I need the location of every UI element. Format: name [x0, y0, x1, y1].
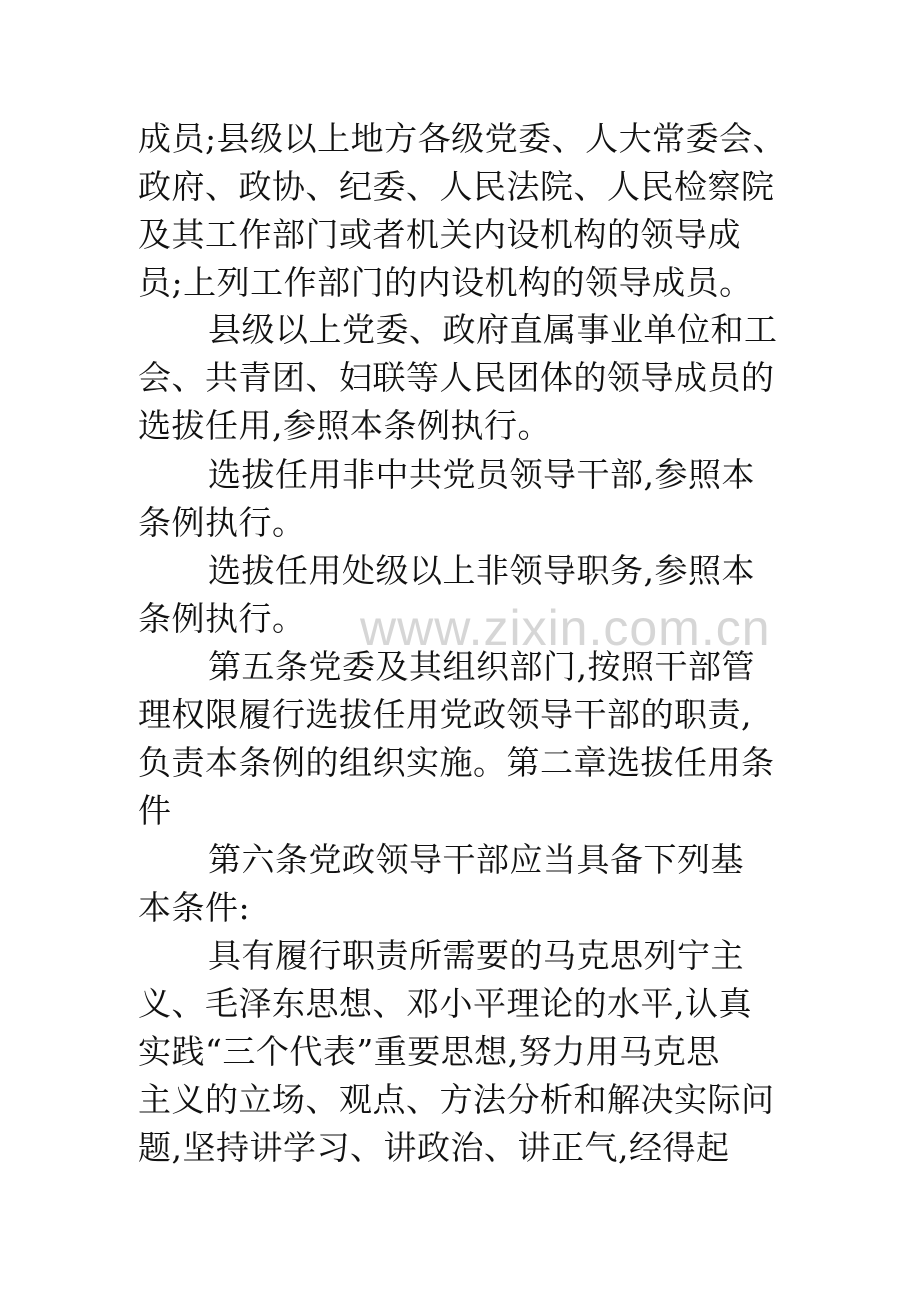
text-line: 负责本条例的组织实施。第二章选拔任用条 — [138, 743, 775, 782]
paragraph-first-line: 第五条党委及其组织部门,按照干部管 — [208, 647, 755, 686]
text-line: 会、共青团、妇联等人民团体的领导成员的 — [138, 358, 775, 397]
text-line: 政府、政协、纪委、人民法院、人民检察院 — [138, 167, 775, 206]
text-line: 实践“三个代表”重要思想,努力用马克思 — [138, 1032, 720, 1071]
text-line: 成员;县级以上地方各级党委、人大常委会、 — [138, 119, 787, 158]
text-line: 条例执行。 — [138, 503, 306, 542]
paragraph-first-line: 选拔任用处级以上非领导职务,参照本 — [208, 551, 755, 590]
text-line: 理权限履行选拔任用党政领导干部的职责, — [138, 695, 752, 734]
text-line: 件 — [138, 791, 172, 830]
text-line: 条例执行。 — [138, 599, 306, 638]
paragraph-first-line: 选拔任用非中共党员领导干部,参照本 — [208, 455, 755, 494]
text-line: 及其工作部门或者机关内设机构的领导成 — [138, 215, 741, 254]
watermark-text: www.zixin.com.cn — [360, 600, 771, 656]
text-line: 本条件: — [138, 888, 251, 927]
paragraph-first-line: 具有履行职责所需要的马克思列宁主 — [208, 936, 744, 975]
text-line: 题,坚持讲学习、讲政治、讲正气,经得起 — [138, 1128, 730, 1167]
paragraph-first-line: 县级以上党委、政府直属事业单位和工 — [208, 310, 778, 349]
text-line: 选拔任用,参照本条例执行。 — [138, 406, 551, 445]
text-line: 员;上列工作部门的内设机构的领导成员。 — [138, 263, 753, 302]
paragraph-first-line: 第六条党政领导干部应当具备下列基 — [208, 840, 744, 879]
text-line: 义、毛泽东思想、邓小平理论的水平,认真 — [138, 984, 752, 1023]
text-line: 主义的立场、观点、方法分析和解决实际问 — [138, 1080, 775, 1119]
